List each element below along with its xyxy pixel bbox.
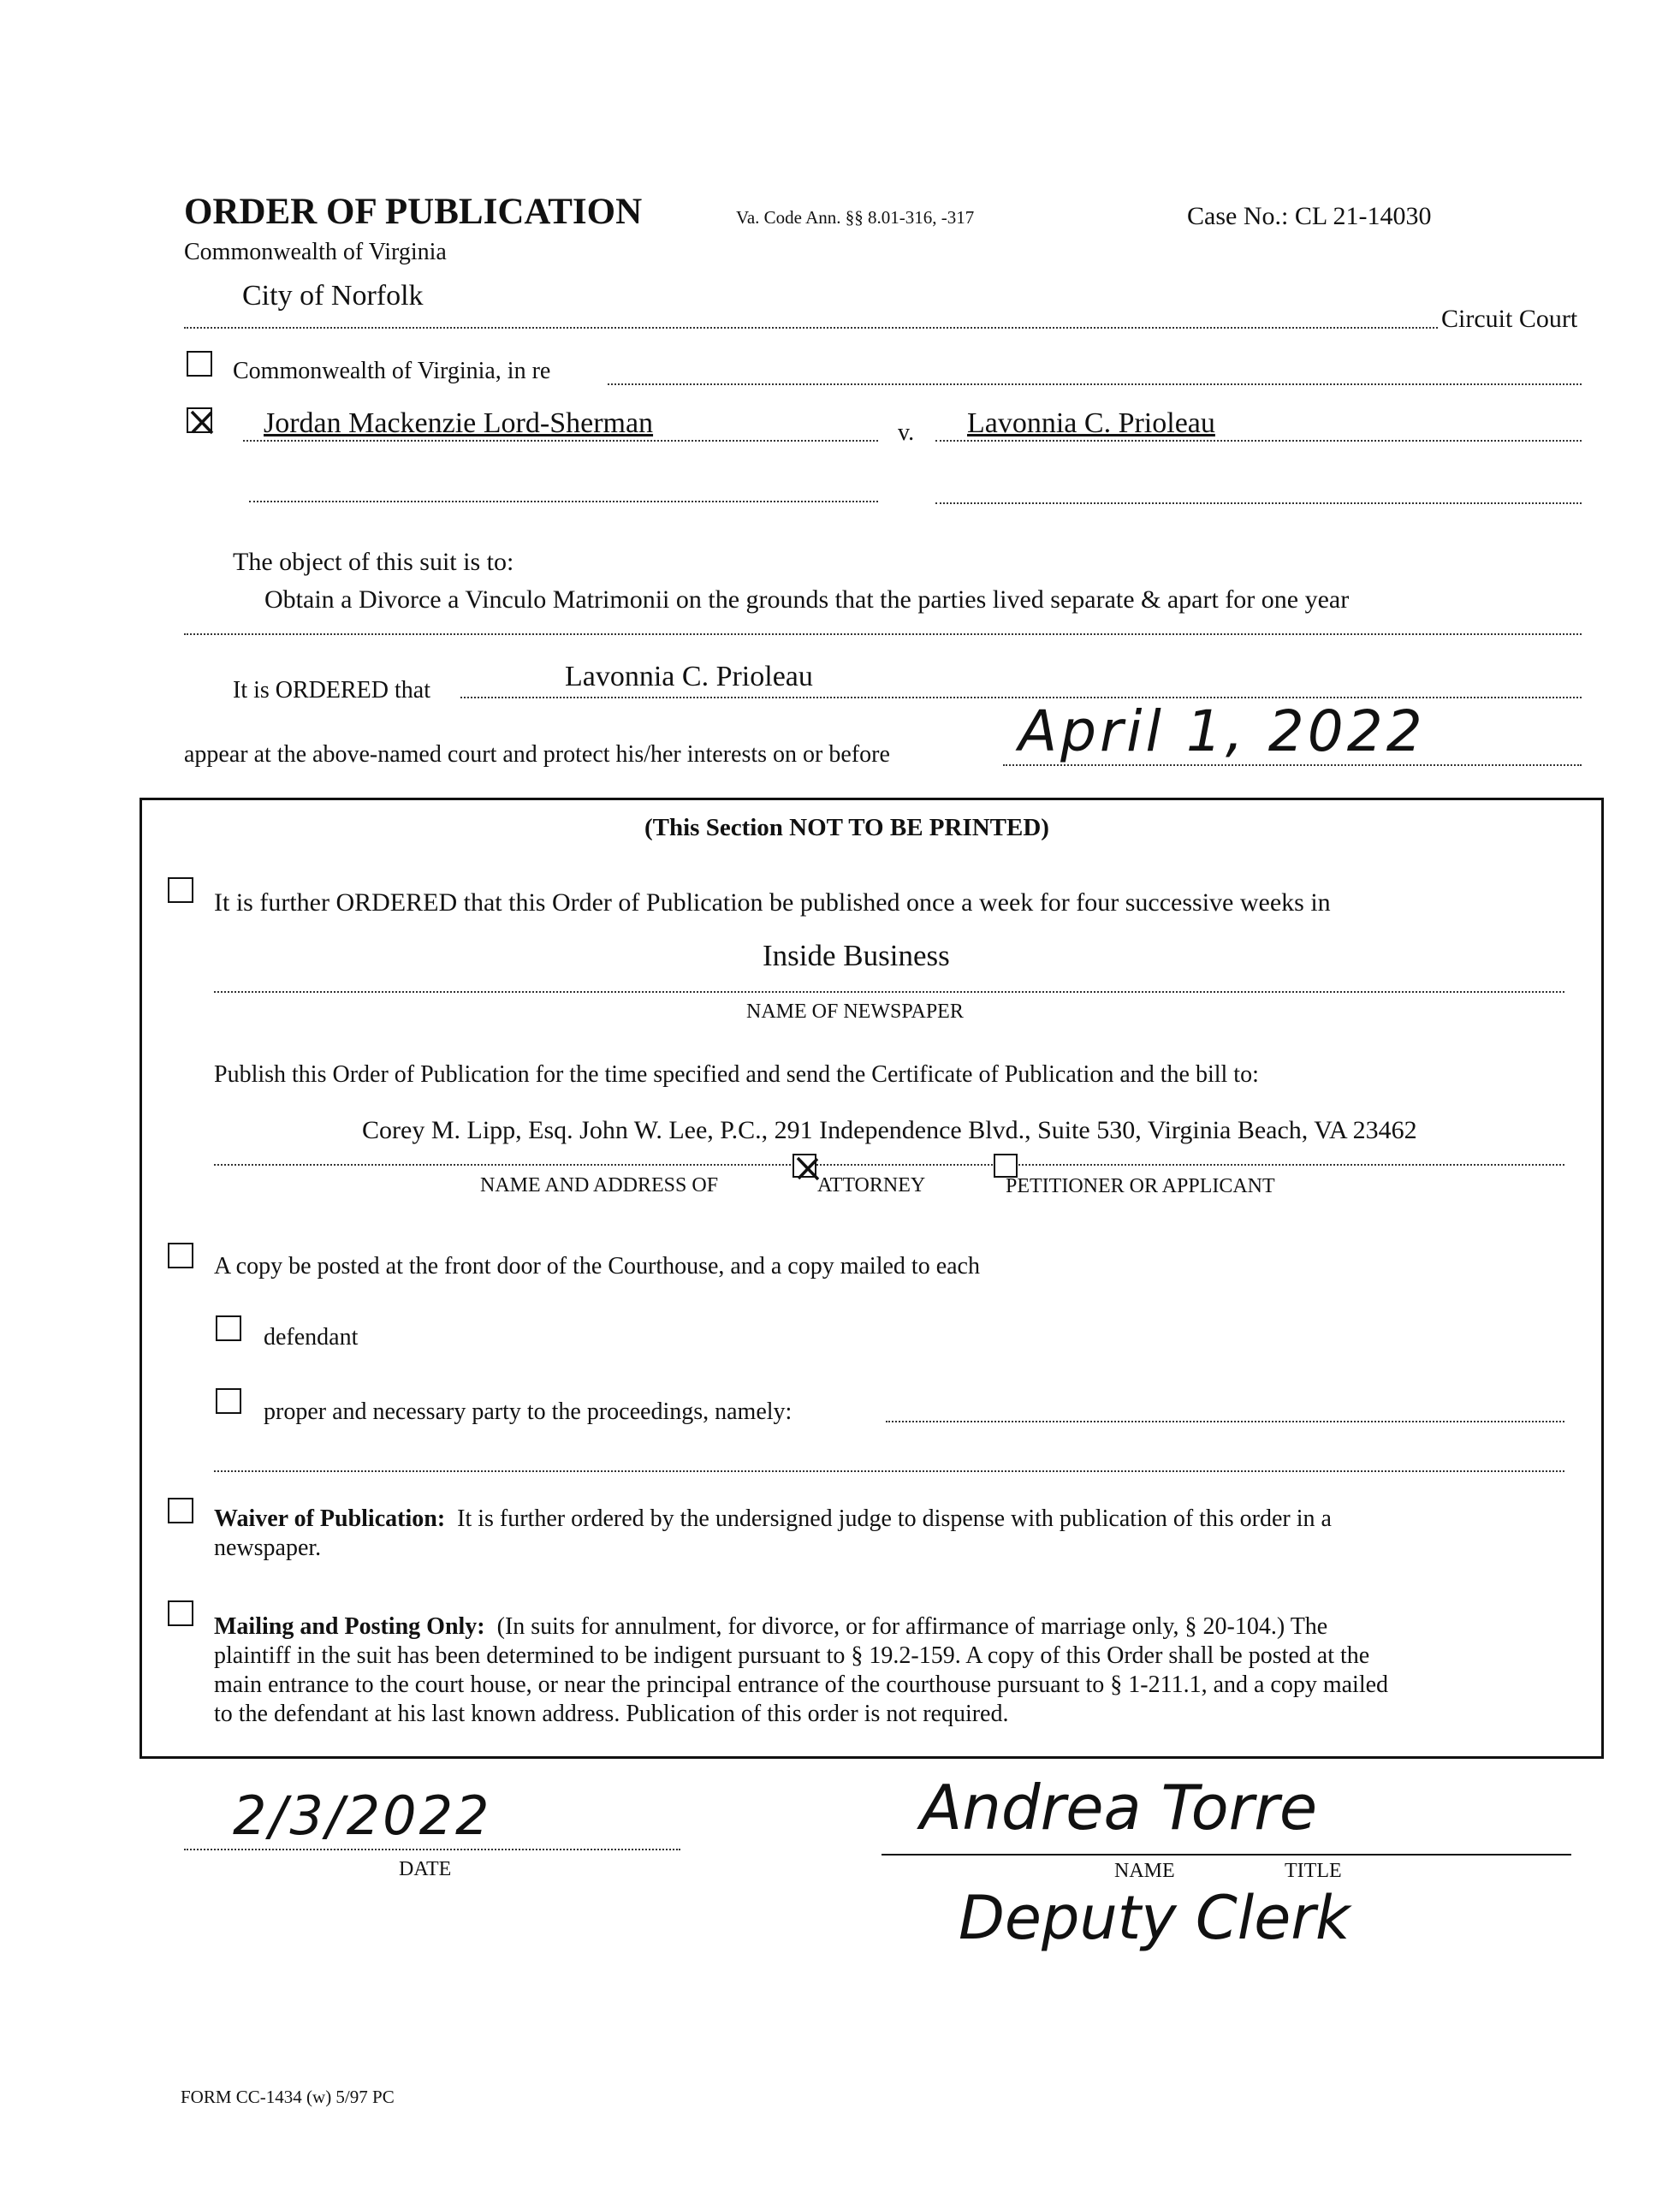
signer-title-handwritten: Deputy Clerk [959, 1883, 1351, 1953]
case-number [1187, 204, 1432, 229]
defendant-checkbox[interactable] [216, 1315, 241, 1341]
form-id: FORM CC-1434 (w) 5/97 PC [181, 2087, 395, 2107]
publish-checkbox[interactable] [168, 877, 193, 903]
object-line [184, 633, 1582, 635]
defendant-name: Lavonnia C. Prioleau [967, 407, 1215, 439]
send-to-address: Corey M. Lipp, Esq. John W. Lee, P.C., 291 Independence Blvd., Suite 530, Virginia Beach, VA 23462 [362, 1116, 1417, 1144]
object-text: Obtain a Divorce a Vinculo Matrimonii on the grounds that the parties lived separate & apart for one year [264, 585, 1350, 614]
mailing-paragraph [214, 1612, 1583, 1729]
in-re-label: Commonwealth of Virginia, in re [233, 358, 551, 384]
newspaper-label: NAME OF NEWSPAPER [746, 1000, 964, 1023]
plaintiff-line [243, 440, 878, 442]
mailing-title: Mailing and Posting Only: [214, 1613, 485, 1640]
form-title: ORDER OF PUBLICATION [184, 192, 643, 232]
ordered-party: Lavonnia C. Prioleau [565, 661, 813, 692]
newspaper-name: Inside Business [763, 939, 950, 972]
mailing-line-4: to the defendant at his last known address. Publication of this order is not required. [214, 1701, 1009, 1727]
in-re-checkbox[interactable] [187, 351, 212, 377]
mailing-line-1 [214, 1612, 1583, 1642]
waiver-paragraph [214, 1505, 1566, 1563]
waiver-line-2: newspaper. [214, 1535, 322, 1561]
attorney-label: ATTORNEY [817, 1174, 926, 1196]
appear-date-handwritten: April 1, 2022 [1018, 698, 1426, 764]
case-number-label: Case No.: [1187, 202, 1289, 230]
statute-reference: Va. Code Ann. §§ 8.01-316, -317 [736, 207, 975, 228]
plaintiff-line-2 [249, 501, 878, 502]
title-label: TITLE [1285, 1860, 1342, 1882]
posting-text: A copy be posted at the front door of the Courthouse, and a copy mailed to each [214, 1253, 980, 1280]
plaintiff-name: Jordan Mackenzie Lord-Sherman [264, 407, 654, 439]
signature-line [882, 1854, 1571, 1856]
mailing-text: (In suits for annulment, for divorce, or for affirmance of marriage only, § 20-104.) The [496, 1613, 1328, 1640]
in-re-line [608, 383, 1582, 385]
mailing-line-3: main entrance to the court house, or near the principal entrance of the courthouse pursuant to § 1-211.1, and a copy mailed [214, 1671, 1389, 1698]
plaintiff-checkbox[interactable] [187, 407, 212, 433]
date-handwritten: 2/3/2022 [233, 1784, 492, 1847]
date-label: DATE [399, 1858, 452, 1880]
name-address-label: NAME AND ADDRESS OF [480, 1174, 719, 1196]
versus-label: v. [898, 419, 915, 446]
defendant-label: defendant [264, 1324, 359, 1351]
petitioner-label: PETITIONER OR APPLICANT [1006, 1175, 1275, 1197]
court-label: Circuit Court [1441, 305, 1578, 333]
posting-checkbox[interactable] [168, 1243, 193, 1268]
party-line-2 [214, 1470, 1564, 1472]
case-number-value: CL 21-14030 [1294, 202, 1432, 230]
send-to-text: Publish this Order of Publication for the time specified and send the Certificate of Publication and the bill to: [214, 1061, 1259, 1088]
name-label: NAME [1114, 1860, 1175, 1882]
petitioner-checkbox[interactable] [994, 1154, 1018, 1178]
date-line [184, 1849, 680, 1850]
waiver-title: Waiver of Publication: [214, 1505, 446, 1532]
waiver-text: It is further ordered by the undersigned judge to dispense with publication of this order in a [457, 1505, 1332, 1532]
court-location: City of Norfolk [242, 280, 424, 312]
checkmark-x-icon [186, 407, 217, 437]
unprinted-heading: (This Section NOT TO BE PRINTED) [644, 814, 1049, 841]
send-to-line [214, 1164, 1564, 1166]
party-line [886, 1421, 1564, 1422]
waiver-checkbox[interactable] [168, 1498, 193, 1523]
attorney-checkbox[interactable] [793, 1154, 816, 1178]
party-checkbox[interactable] [216, 1388, 241, 1414]
waiver-line-1 [214, 1505, 1566, 1534]
ordered-label: It is ORDERED that [233, 677, 430, 704]
party-label: proper and necessary party to the proceedings, namely: [264, 1398, 793, 1425]
publish-text: It is further ORDERED that this Order of Publication be published once a week for four successive weeks in [214, 888, 1331, 917]
defendant-line-2 [935, 502, 1582, 504]
object-label: The object of this suit is to: [233, 548, 514, 576]
mailing-line-2: plaintiff in the suit has been determined to be indigent pursuant to § 19.2-159. A copy of this Order shall be posted at the [214, 1642, 1370, 1669]
court-location-line [184, 327, 1438, 329]
appear-text: appear at the above-named court and protect his/her interests on or before [184, 741, 890, 768]
mailing-checkbox[interactable] [168, 1600, 193, 1626]
signer-name-handwritten: Andrea Torre [920, 1772, 1318, 1844]
appear-date-line [1003, 764, 1582, 766]
newspaper-line [214, 991, 1564, 993]
defendant-line [935, 440, 1582, 442]
commonwealth-label: Commonwealth of Virginia [184, 239, 447, 265]
